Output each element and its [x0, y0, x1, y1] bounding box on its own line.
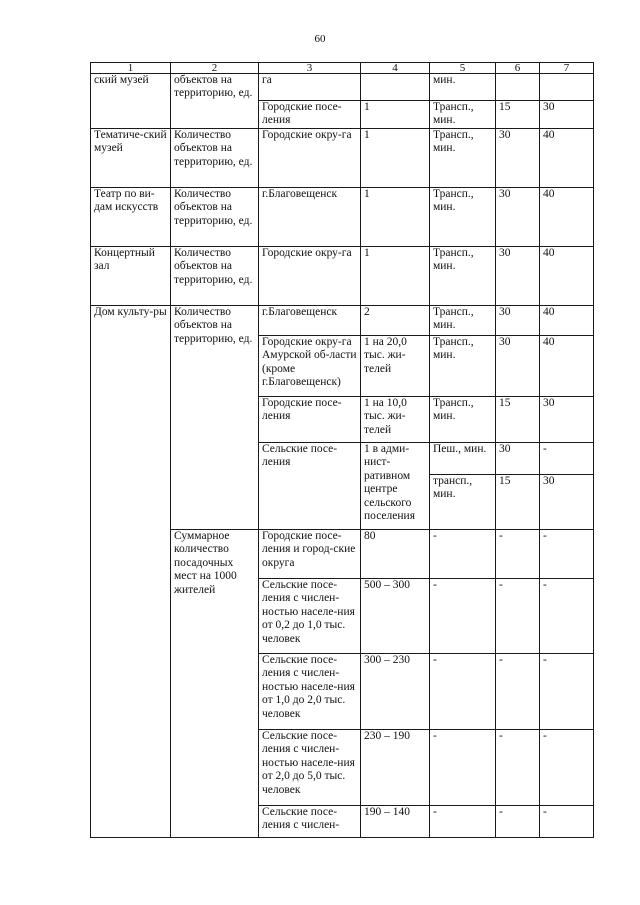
access-type-cell: -: [430, 579, 496, 654]
territory-cell: Сельские посе-ления с числен-ностью населе-ния от 0,2 до 1,0 тыс. человек: [259, 579, 361, 654]
value-cell: -: [496, 806, 540, 838]
value-cell: -: [496, 654, 540, 730]
norm-cell: 80: [361, 530, 430, 579]
object-type-cell: Тематиче-ский музей: [91, 129, 171, 188]
object-type-cell: Дом культу-ры: [91, 306, 171, 838]
indicator-cell: Количество объектов на территорию, ед.: [171, 306, 259, 530]
indicator-cell: Количество объектов на территорию, ед.: [171, 129, 259, 188]
norm-cell: 1: [361, 101, 430, 129]
header-cell: 7: [540, 63, 594, 74]
table-row: [91, 74, 594, 101]
territory-cell: Сельские посе-ления с числен-ностью населе-ния от 2,0 до 5,0 тыс. человек: [259, 730, 361, 806]
access-type-cell: Пеш., мин.: [430, 443, 496, 475]
norm-cell: 300 – 230: [361, 654, 430, 730]
norm-cell: 230 – 190: [361, 730, 430, 806]
access-type-cell: -: [430, 654, 496, 730]
standards-table: [90, 62, 594, 838]
norm-cell: [361, 74, 430, 101]
value-cell: 30: [540, 397, 594, 443]
territory-cell: Городские посе-ления и город-ские округа: [259, 530, 361, 579]
value-cell: 30: [496, 443, 540, 475]
table-row: [91, 247, 594, 306]
value-cell: -: [540, 530, 594, 579]
norm-cell: 190 – 140: [361, 806, 430, 838]
table-row: [91, 129, 594, 188]
indicator-cell: Суммарное количество посадочных мест на 1000 жителей: [171, 530, 259, 838]
object-type-cell: Театр по ви-дам искусств: [91, 188, 171, 247]
norm-cell: 1 на 10,0 тыс. жи-телей: [361, 397, 430, 443]
value-cell: 40: [540, 336, 594, 397]
norm-cell: 1 в адми-нист-ративном центре сельского поселения: [361, 443, 430, 530]
object-type-cell: ский музей: [91, 74, 171, 129]
indicator-cell: Количество объектов на территорию, ед.: [171, 188, 259, 247]
object-type-cell: Концертный зал: [91, 247, 171, 306]
norm-cell: 1: [361, 129, 430, 188]
header-cell: 6: [496, 63, 540, 74]
header-cell: 1: [91, 63, 171, 74]
access-type-cell: мин.: [430, 74, 496, 101]
header-cell: 2: [171, 63, 259, 74]
header-cell: 4: [361, 63, 430, 74]
norm-cell: 500 – 300: [361, 579, 430, 654]
value-cell: -: [540, 730, 594, 806]
value-cell: -: [496, 730, 540, 806]
header-row: [91, 63, 594, 74]
value-cell: -: [540, 579, 594, 654]
value-cell: 30: [540, 475, 594, 530]
access-type-cell: -: [430, 530, 496, 579]
access-type-cell: -: [430, 806, 496, 838]
header-cell: 3: [259, 63, 361, 74]
access-type-cell: Трансп., мин.: [430, 336, 496, 397]
value-cell: 15: [496, 397, 540, 443]
value-cell: -: [540, 654, 594, 730]
access-type-cell: Трансп., мин.: [430, 247, 496, 306]
page-number: 60: [314, 33, 326, 45]
access-type-cell: Трансп., мин.: [430, 129, 496, 188]
value-cell: -: [496, 530, 540, 579]
access-type-cell: Трансп., мин.: [430, 397, 496, 443]
territory-cell: га: [259, 74, 361, 101]
territory-cell: Сельские посе-ления с числен-: [259, 806, 361, 838]
value-cell: [496, 74, 540, 101]
value-cell: 40: [540, 247, 594, 306]
header-cell: 5: [430, 63, 496, 74]
value-cell: -: [540, 806, 594, 838]
norm-cell: 1 на 20,0 тыс. жи-телей: [361, 336, 430, 397]
territory-cell: Городские окру-га: [259, 129, 361, 188]
value-cell: 30: [496, 247, 540, 306]
territory-cell: Городские посе-ления: [259, 397, 361, 443]
territory-cell: г.Благовещенск: [259, 188, 361, 247]
value-cell: 40: [540, 129, 594, 188]
table-row: [91, 188, 594, 247]
value-cell: -: [496, 579, 540, 654]
access-type-cell: Трансп., мин.: [430, 101, 496, 129]
value-cell: 30: [540, 101, 594, 129]
norm-cell: 2: [361, 306, 430, 336]
value-cell: 30: [496, 306, 540, 336]
access-type-cell: Трансп., мин.: [430, 188, 496, 247]
table-row: [91, 306, 594, 336]
territory-cell: Сельские посе-ления: [259, 443, 361, 530]
value-cell: 15: [496, 475, 540, 530]
value-cell: -: [540, 443, 594, 475]
indicator-cell: объектов на территорию, ед.: [171, 74, 259, 129]
value-cell: 30: [496, 336, 540, 397]
value-cell: 15: [496, 101, 540, 129]
value-cell: [540, 74, 594, 101]
access-type-cell: -: [430, 730, 496, 806]
access-type-cell: трансп., мин.: [430, 475, 496, 530]
territory-cell: Сельские посе-ления с числен-ностью населе-ния от 1,0 до 2,0 тыс. человек: [259, 654, 361, 730]
indicator-cell: Количество объектов на территорию, ед.: [171, 247, 259, 306]
access-type-cell: Трансп., мин.: [430, 306, 496, 336]
territory-cell: Городские посе-ления: [259, 101, 361, 129]
norm-cell: 1: [361, 188, 430, 247]
territory-cell: Городские окру-га: [259, 247, 361, 306]
norm-cell: 1: [361, 247, 430, 306]
value-cell: 40: [540, 306, 594, 336]
value-cell: 30: [496, 129, 540, 188]
value-cell: 40: [540, 188, 594, 247]
territory-cell: г.Благовещенск: [259, 306, 361, 336]
value-cell: 30: [496, 188, 540, 247]
territory-cell: Городские окру-га Амурской об-ласти (кроме г.Благовещенск): [259, 336, 361, 397]
